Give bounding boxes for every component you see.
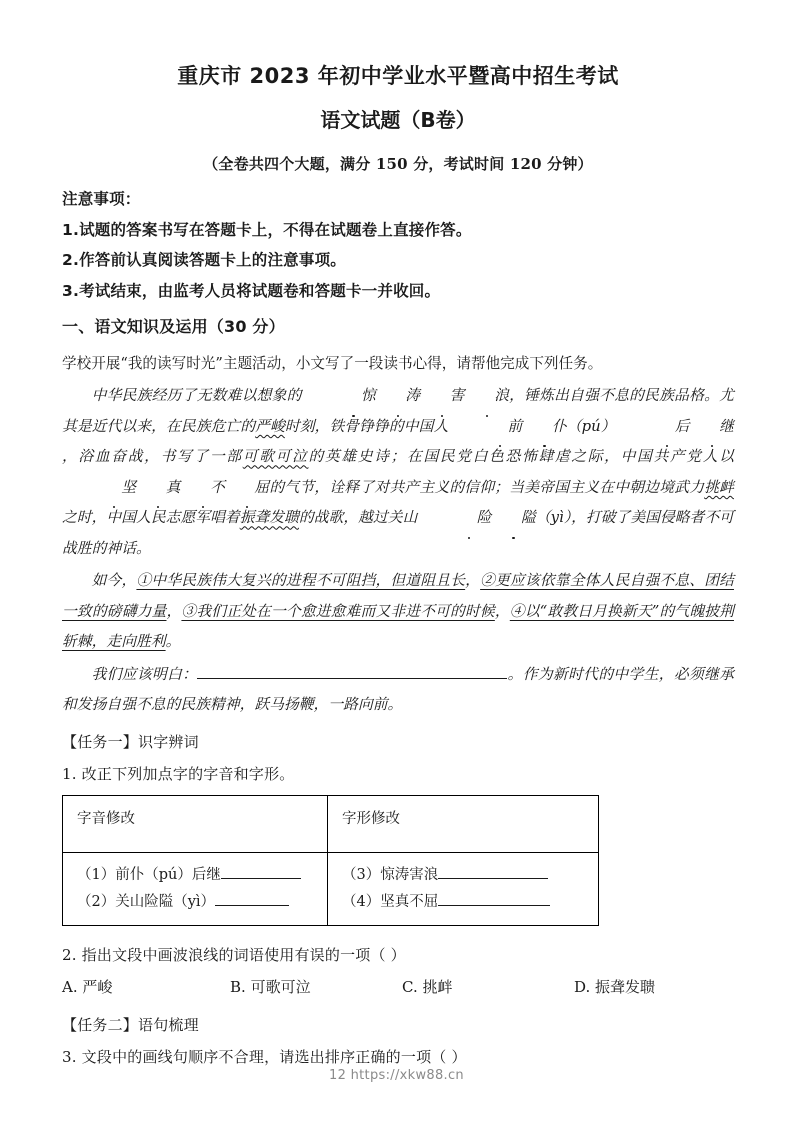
underlined-clause-1: ①中华民族伟大复兴的进程不可阻挡，但道阻且长 (136, 572, 466, 590)
table-item-4-blank[interactable] (438, 890, 550, 906)
question-2-text: 2. 指出文段中画波浪线的词语使用有误的一项（ ） (62, 945, 406, 964)
dotted-emphasis-qianpu: 前 仆 (448, 412, 566, 443)
task-two-label: 【任务二】语句梳理 (62, 1015, 199, 1034)
section-heading: 一、语文知识及运用（30 分） (62, 317, 285, 337)
page-footer: 12 https://xkw88.cn (329, 1068, 464, 1083)
dotted-emphasis-jianzhenbuqu: 坚 真 不 屈 (62, 473, 269, 504)
table-item-3-blank[interactable] (438, 863, 548, 879)
passage-seg: 如今， (91, 572, 137, 590)
wavy-term-yanjun: 严峻 (255, 417, 285, 435)
table-item-2 (77, 889, 315, 916)
table-header-pronunciation: 字音修改 (63, 795, 328, 852)
option-c[interactable] (402, 976, 453, 997)
table-item-1-blank[interactable] (221, 863, 301, 879)
passage-seg: 的气节，诠释了对共产主义的信仰；当美帝国主义在中朝边境武力 (269, 478, 705, 496)
question-1-text: 1. 改正下列加点字的字音和字形。 (62, 764, 295, 783)
table-item-4-label: （4）坚真不屈 (342, 893, 439, 910)
notice-item-1: 1.试题的答案书写在答题卡上，不得在试题卷上直接作答。 (62, 220, 472, 239)
notice-item-3: 3.考试结束，由监考人员将试题卷和答题卡一并收回。 (62, 281, 441, 300)
option-c-key: C. (402, 977, 418, 996)
table-item-4 (342, 889, 586, 916)
passage-seg: 。 (165, 633, 181, 651)
passage-seg: （yì），打破了美国侵略者不可战胜的神话。 (62, 509, 734, 557)
task-one-label: 【任务一】识字辨词 (62, 732, 199, 751)
passage-seg: 中华民族经历了无数难以想象的 (91, 387, 302, 405)
option-c-text: 挑衅 (422, 977, 453, 996)
dotted-emphasis-houji: 后 继 (616, 412, 734, 443)
passage-seg: ， (166, 602, 182, 620)
table-item-3-label: （3）惊涛害浪 (342, 866, 439, 883)
underlined-clause-4: ④以“敢教日月换新天”的气魄披荆斩棘，走向胜利 (62, 602, 734, 651)
option-a-text: 严峻 (82, 977, 113, 996)
option-d[interactable] (574, 976, 655, 997)
answer-blank-line[interactable] (197, 661, 507, 679)
underlined-clause-3: ③我们正处在一个愈进愈难而又非进不可的时候 (181, 602, 495, 620)
page-title: 重庆市 2023 年初中学业水平暨高中招生考试 (177, 64, 619, 88)
wavy-term-kegekeqi: 可歌可泣 (242, 448, 309, 466)
option-a-key: A. (62, 977, 78, 996)
passage-seg: 我们应该明白： (91, 665, 198, 683)
option-b-key: B. (230, 977, 246, 996)
exam-note: （全卷共四个大题，满分 150 分，考试时间 120 分钟） (203, 155, 593, 174)
option-a[interactable] (62, 976, 112, 997)
page-subtitle: 语文试题（B卷） (320, 108, 476, 133)
correction-table (62, 795, 599, 926)
table-item-2-label: （2）关山险隘（yì） (77, 893, 216, 910)
passage-seg: 。作为新时代的中学生，必须继承和发扬自强不息的民族精神，跃马扬鞭，一路向前。 (62, 665, 734, 714)
table-item-2-blank[interactable] (215, 890, 289, 906)
dotted-emphasis-jingtaohailang: 惊 涛 害 浪 (302, 381, 509, 412)
passage-paragraph-3 (62, 660, 734, 721)
passage-seg: ， (465, 572, 481, 590)
notice-heading: 注意事项： (62, 190, 141, 209)
section-intro: 学校开展“我的读写时光”主题活动，小文写了一段读书心得，请帮他完成下列任务。 (62, 355, 603, 373)
notice-item-2: 2.作答前认真阅读答题卡上的注意事项。 (62, 251, 346, 270)
passage-seg: （pú） (566, 417, 616, 435)
underlined-clause-2: ②更应该依靠全体人民自强不息、团结一致的磅礴力量 (62, 572, 734, 620)
table-header-glyph: 字形修改 (328, 795, 599, 852)
option-b-text: 可歌可泣 (250, 977, 311, 996)
passage-seg: 的战歌，越过关山 (298, 509, 418, 527)
option-b[interactable] (230, 976, 311, 997)
question-2-options (62, 976, 734, 1004)
option-d-text: 振聋发聩 (595, 977, 656, 996)
table-row (63, 852, 599, 925)
table-cell-pronunciation-items (63, 852, 328, 925)
table-item-3 (342, 862, 586, 889)
wavy-term-tiaoxin: 挑衅 (704, 478, 734, 496)
table-cell-glyph-items (328, 852, 599, 925)
table-item-1-label: （1）前仆（pú）后继 (77, 866, 221, 883)
passage-paragraph-1 (62, 381, 734, 564)
notice-block (62, 192, 734, 299)
option-d-key: D. (574, 977, 591, 996)
passage-paragraph-2 (62, 566, 734, 658)
passage-seg: 之时，中国人民志愿军唱着 (62, 509, 240, 527)
passage-seg: 时刻，铁骨铮铮的中国人 (284, 417, 449, 435)
wavy-term-zhenlongfakui: 振聋发聩 (239, 509, 299, 527)
question-3-text: 3. 文段中的画线句顺序不合理，请选出排序正确的一项（ ） (62, 1047, 467, 1066)
passage-seg: ，浴血奋战，书写了一部 (62, 448, 243, 466)
passage-seg: ， (494, 602, 510, 620)
page-content (62, 0, 734, 1078)
table-item-1 (77, 862, 315, 889)
table-header-row (63, 795, 599, 852)
passage-seg: 的英雄史诗；在国民党白色恐怖肆虐之际，中国共产党人以 (308, 448, 734, 466)
passage-seg: ，锤炼出自强不息的民族品格。尤其是近代以来，在民族危亡的 (62, 387, 734, 435)
dotted-emphasis-xianai: 险 隘 (417, 503, 535, 534)
